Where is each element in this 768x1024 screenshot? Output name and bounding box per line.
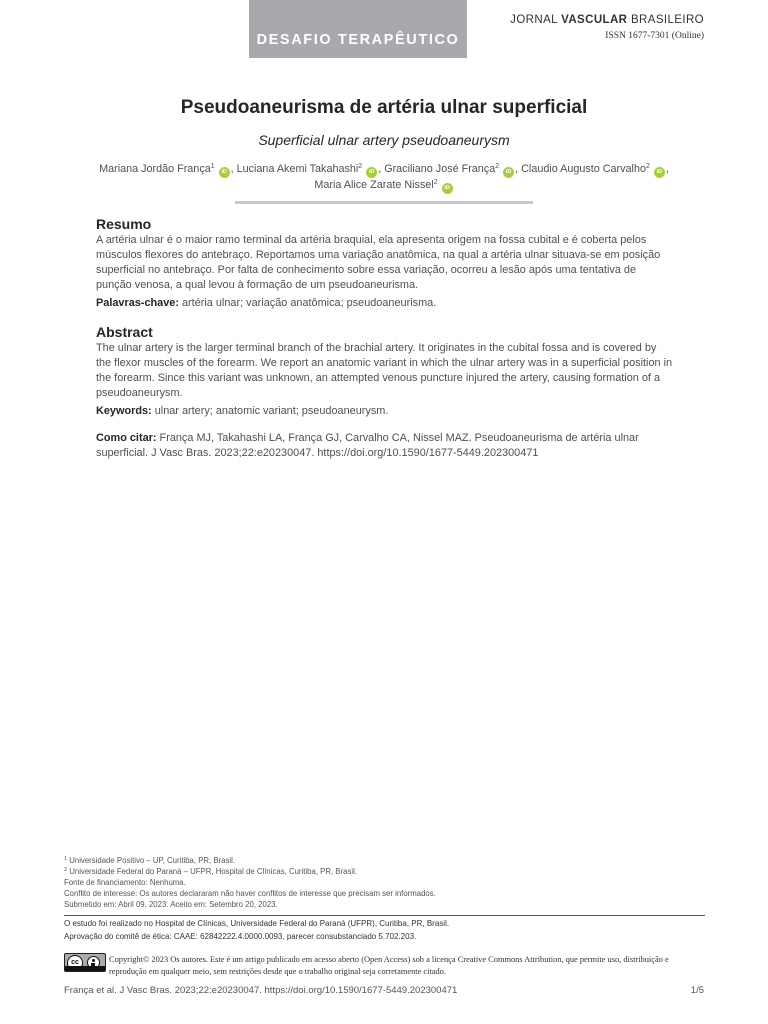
affiliation-marker: 2 [358, 163, 363, 170]
author [521, 163, 669, 175]
orcid-icon[interactable]: iD [219, 167, 230, 178]
keywords-value: ulnar artery; anatomic variant; pseudoaneurysm. [151, 405, 389, 417]
author [314, 179, 453, 191]
author-separator: , [230, 163, 237, 175]
how-to-cite-text: França MJ, Takahashi LA, França GJ, Carvalho CA, Nissel MAZ. Pseudoaneurisma de artéria ulnar superficial. J Vasc Bras. 2023;22:e20230047. https://doi.org/10.1590/1677-5449.202300471 [96, 432, 639, 459]
author-separator: , [378, 163, 385, 175]
cc-by-badge[interactable] [64, 953, 106, 972]
journal-name-bold: VASCULAR [561, 14, 628, 26]
affiliation-note [64, 856, 524, 866]
keywords-label: Keywords: [96, 405, 152, 417]
resumo-text: A artéria ulnar é o maior ramo terminal da artéria braquial, ela apresenta origem na fossa cubital e é coberta pelos músculos flexores do antebraço. Reportamos uma variação anatômica, na qual a artéria ulnar situava-se em posição superficial no antebraço. Por falta de conhecimento sobre essa variação, ocorreu a lesão após uma tentativa de punção venosa, a qual levou à formação de um pseudoaneurisma. [96, 234, 661, 291]
how-to-cite-label: Como citar: [96, 432, 157, 444]
affiliation-marker: 1 [210, 163, 215, 170]
author [237, 163, 385, 175]
author-separator: , [665, 163, 669, 175]
title-divider [235, 201, 533, 204]
article-subtitle: Superficial ulnar artery pseudoaneurysm [258, 132, 510, 148]
author-name: Luciana Akemi Takahashi [236, 163, 359, 175]
journal-name [510, 14, 704, 26]
footer-citation: França et al. J Vasc Bras. 2023;22:e20230047. https://doi.org/10.1590/1677-5449.202300471 [64, 985, 458, 996]
ethics-approval-note: Aprovação do comitê de ética: CAAE: 62842222.4.0000.0093, parecer consubstanciado 5.702.203. [64, 932, 417, 941]
article-title: Pseudoaneurisma de artéria ulnar superficial [180, 97, 588, 118]
author-name: Graciliano José França [384, 163, 496, 175]
author [99, 163, 237, 175]
author-name: Claudio Augusto Carvalho [521, 163, 646, 175]
dates-note: Submetido em: Abril 09, 2023. Aceito em: Setembro 20, 2023. [64, 900, 278, 909]
affiliation-number: 1 [64, 856, 68, 862]
orcid-icon[interactable]: iD [366, 167, 377, 178]
page-number: 1/5 [690, 985, 704, 996]
study-location-note: O estudo foi realizado no Hospital de Clínicas, Universidade Federal do Paraná (UFPR), Curitiba, PR, Brasil. [64, 919, 450, 928]
section-label: DESAFIO TERAPÊUTICO [256, 32, 460, 48]
affiliation-text: Universidade Federal do Paraná – UFPR, Hospital de Clínicas, Curitiba, PR, Brasil. [67, 867, 357, 876]
resumo-heading: Resumo [96, 216, 152, 232]
journal-name-prefix: JORNAL [510, 14, 562, 26]
keywords-value: artéria ulnar; variação anatômica; pseudoaneurisma. [178, 297, 437, 309]
author-name: Mariana Jordão França [99, 163, 211, 175]
keywords-label: Palavras-chave: [96, 297, 179, 309]
orcid-icon[interactable]: iD [654, 167, 665, 178]
abstract-heading: Abstract [96, 324, 153, 340]
affiliation-number: 2 [64, 867, 68, 873]
issn: ISSN 1677-7301 (Online) [605, 31, 704, 41]
affiliation-marker: 2 [433, 179, 438, 186]
abstract-keywords [96, 404, 673, 419]
how-to-cite [96, 431, 673, 461]
affiliation-marker: 2 [495, 163, 500, 170]
affiliation-note [64, 867, 524, 877]
author-separator: , [515, 163, 522, 175]
footnote-divider [64, 915, 705, 916]
orcid-icon[interactable]: iD [503, 167, 514, 178]
cc-icon: cc [67, 955, 83, 971]
abstract-text: The ulnar artery is the larger terminal branch of the brachial artery. It originates in the cubital fossa and is covered by the flexor muscles of the forearm. We report an anatomic variant in which the ulnar artery was in a superficial position in the forearm. Since this variant was unknown, an attempted venous puncture injured the artery, causing formation of a pseudoaneurysm. [96, 342, 673, 399]
section-banner [249, 0, 467, 58]
journal-name-suffix: BRASILEIRO [627, 14, 704, 26]
author-list [92, 162, 676, 194]
license-text: Copyright© 2023 Os autores. Este é um artigo publicado em acesso aberto (Open Access) sob a licença Creative Commons Attribution, que permite uso, distribuição e reprodução em qualquer meio, sem restrições desde que o trabalho original seja corretamente citado. [109, 955, 669, 976]
orcid-icon[interactable]: iD [442, 183, 453, 194]
author-name: Maria Alice Zarate Nissel [314, 179, 434, 191]
funding-note: Fonte de financiamento: Nenhuma. [64, 878, 186, 887]
resumo-keywords [96, 296, 673, 311]
author [384, 163, 521, 175]
conflict-note: Conflito de interesse: Os autores declararam não haver conflitos de interesse que precisam ser informados. [64, 889, 436, 898]
badge-strip [65, 966, 105, 971]
affiliation-text: Universidade Positivo – UP, Curitiba, PR, Brasil. [67, 856, 236, 865]
affiliation-marker: 2 [645, 163, 650, 170]
